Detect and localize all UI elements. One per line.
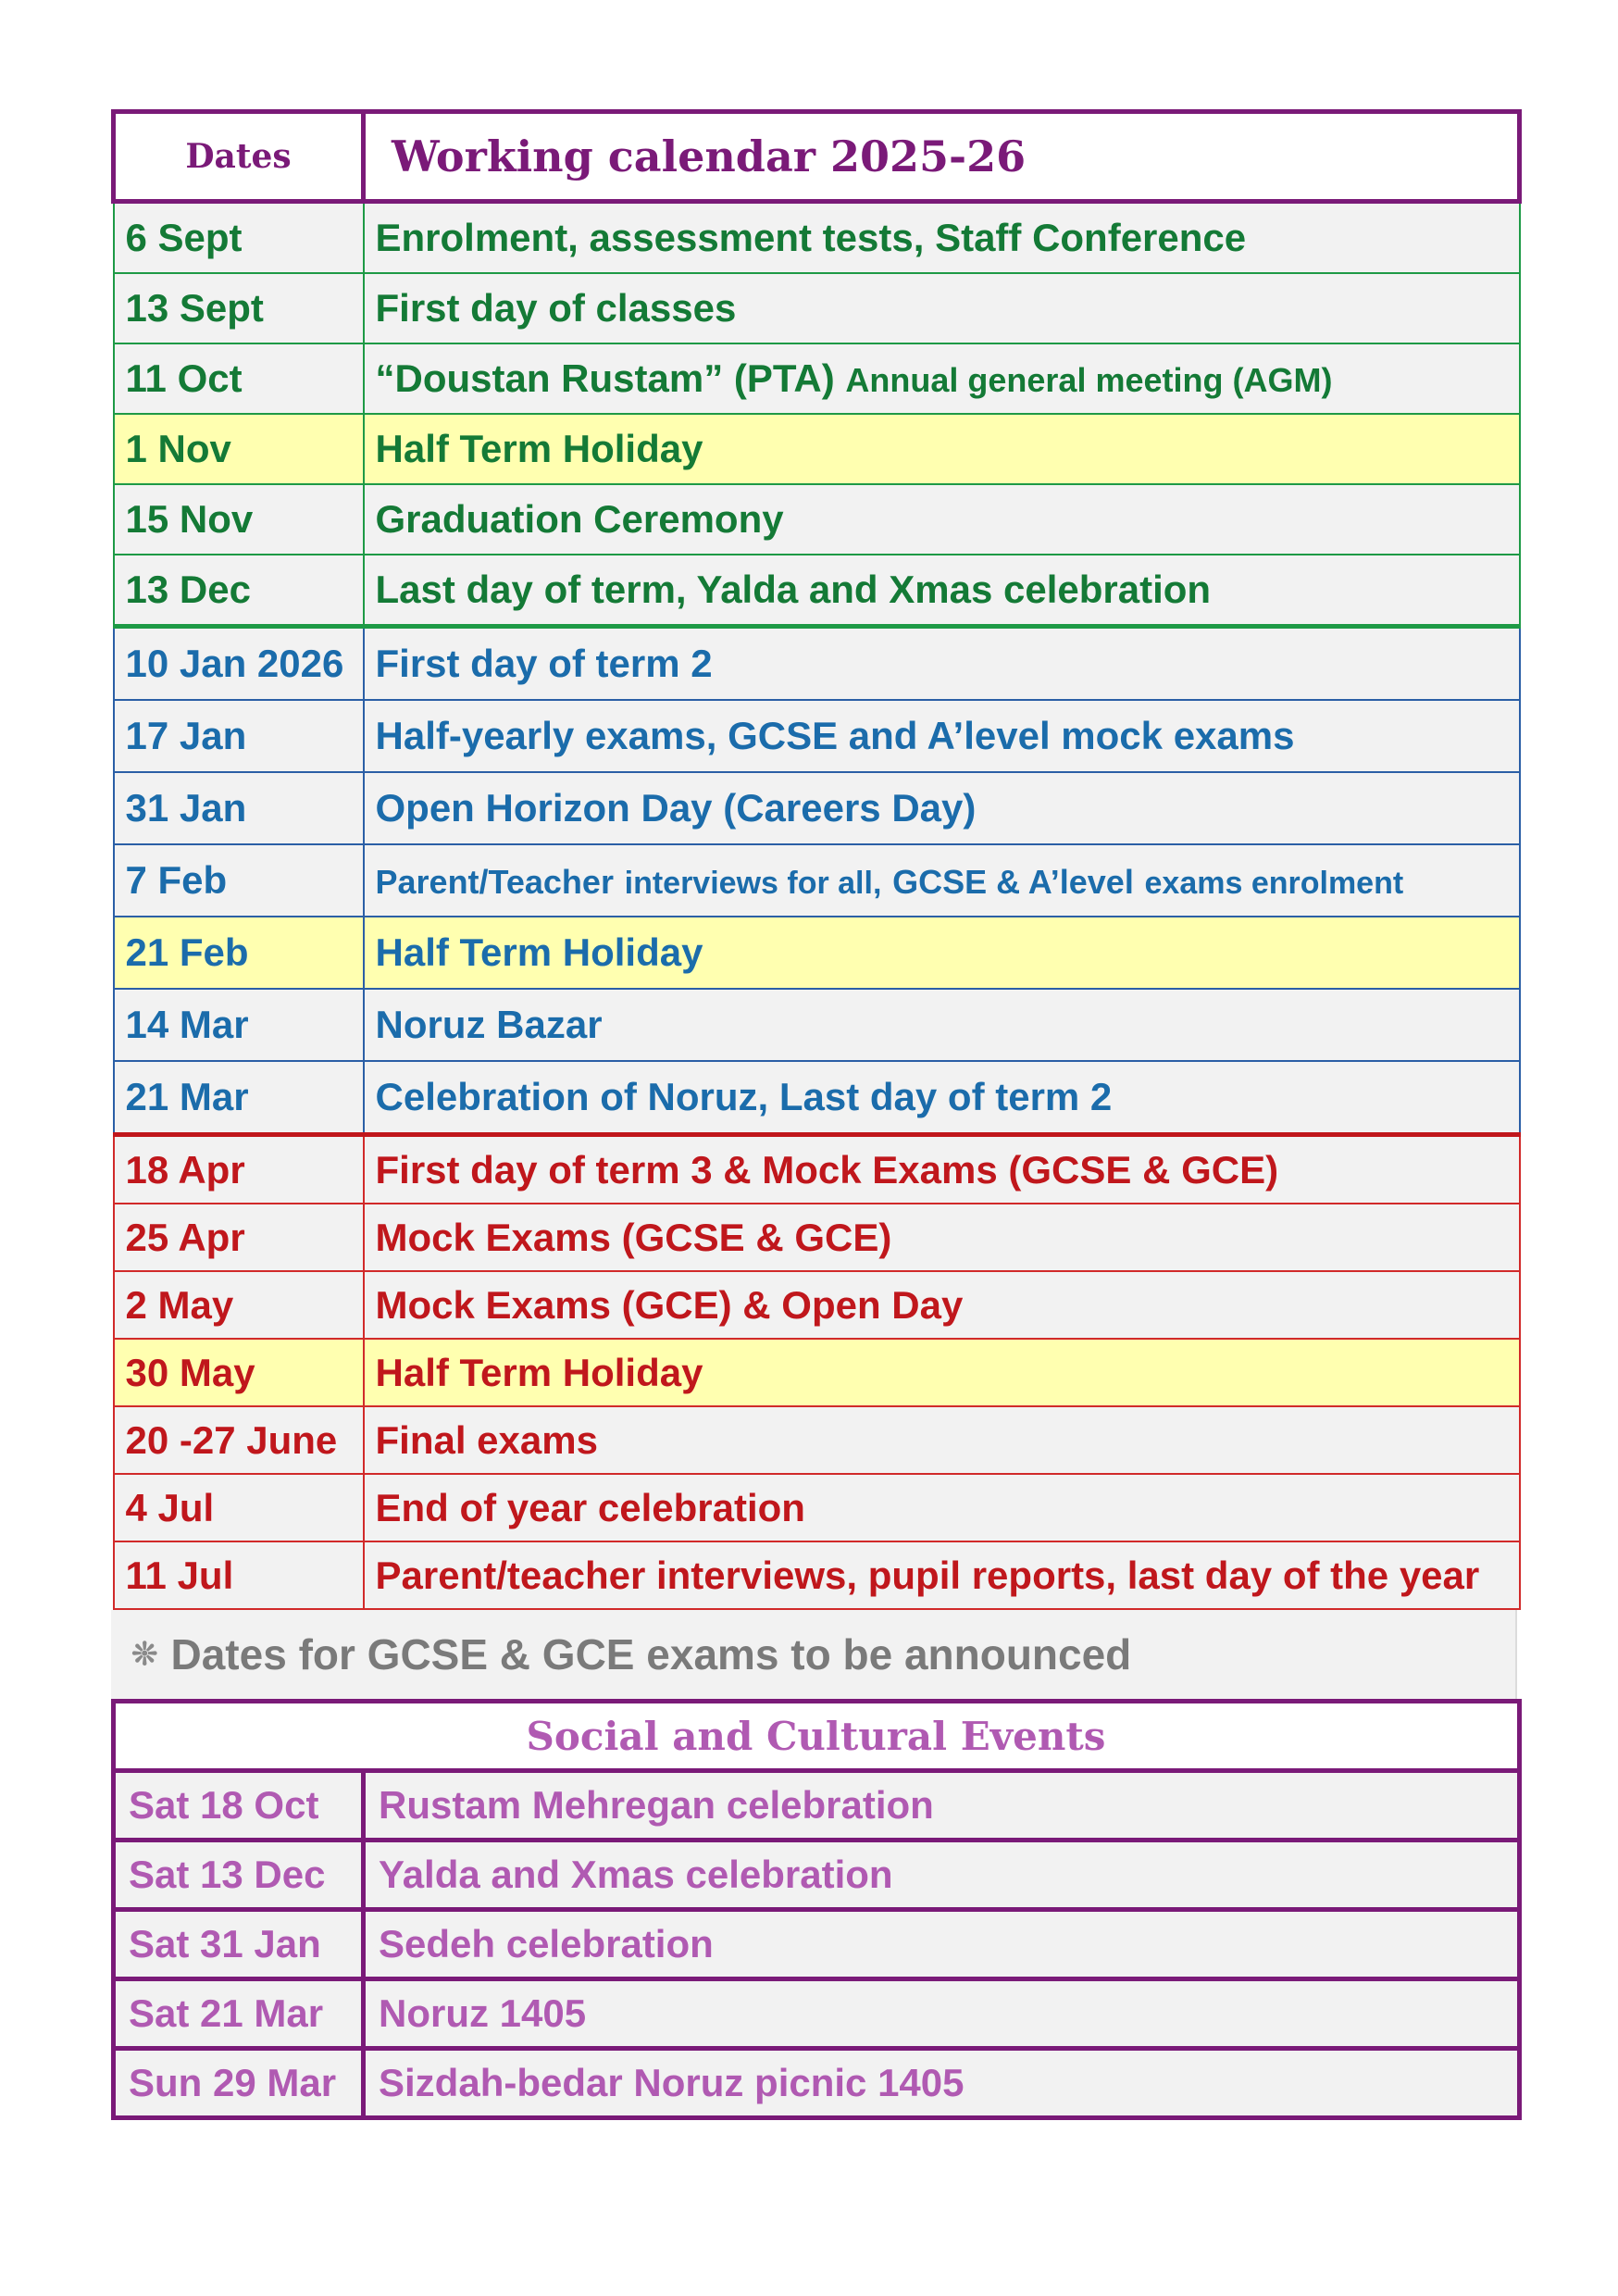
social-events-header-row <box>114 1702 1520 1771</box>
row-date: 13 Dec <box>114 555 364 627</box>
holiday-row <box>114 414 1520 484</box>
row-event: Final exams <box>364 1406 1520 1474</box>
row-date: 4 Jul <box>114 1474 364 1541</box>
holiday-row <box>114 1339 1520 1406</box>
row-date: Sat 31 Jan <box>114 1910 364 1979</box>
table-row <box>114 1841 1520 1910</box>
table-row <box>114 1910 1520 1979</box>
row-date: Sat 18 Oct <box>114 1771 364 1841</box>
table-row <box>114 1979 1520 2049</box>
row-date: 25 Apr <box>114 1204 364 1271</box>
table-row <box>114 627 1520 701</box>
row-event <box>364 844 1520 917</box>
row-event: Sedeh celebration <box>364 1910 1520 1979</box>
event-part: exams enrolment <box>1144 866 1404 901</box>
dates-column-header: Dates <box>114 112 364 202</box>
row-event: Half Term Holiday <box>364 414 1520 484</box>
table-row <box>114 1474 1520 1541</box>
table-row <box>114 555 1520 627</box>
row-date: 31 Jan <box>114 772 364 844</box>
row-event: Half-yearly exams, GCSE and A’level mock exams <box>364 700 1520 772</box>
row-event: Graduation Ceremony <box>364 484 1520 555</box>
table-row <box>114 1406 1520 1474</box>
row-event: Rustam Mehregan celebration <box>364 1771 1520 1841</box>
table-row <box>114 484 1520 555</box>
snowflake-icon: ❊ <box>131 1637 158 1672</box>
table-row <box>114 343 1520 414</box>
row-event: Yalda and Xmas celebration <box>364 1841 1520 1910</box>
calendar-document <box>111 109 1517 2120</box>
row-date: 13 Sept <box>114 273 364 343</box>
row-date: 10 Jan 2026 <box>114 627 364 701</box>
row-date: Sat 13 Dec <box>114 1841 364 1910</box>
event-part: Parent/Teacher <box>375 863 614 901</box>
exam-dates-note <box>111 1610 1517 1699</box>
row-event: First day of term 3 & Mock Exams (GCSE & GCE) <box>364 1135 1520 1204</box>
calendar-title: Working calendar 2025-26 <box>364 112 1520 202</box>
table-row <box>114 1204 1520 1271</box>
event-part: GCSE & A’level <box>892 863 1134 901</box>
row-event: Half Term Holiday <box>364 1339 1520 1406</box>
row-event: End of year celebration <box>364 1474 1520 1541</box>
row-event: Mock Exams (GCSE & GCE) <box>364 1204 1520 1271</box>
social-events-table <box>111 1699 1522 2120</box>
table-row <box>114 202 1520 274</box>
row-event: Open Horizon Day (Careers Day) <box>364 772 1520 844</box>
table-row <box>114 700 1520 772</box>
row-date: Sun 29 Mar <box>114 2049 364 2118</box>
row-date: 6 Sept <box>114 202 364 274</box>
holiday-row <box>114 917 1520 989</box>
row-event: Noruz 1405 <box>364 1979 1520 2049</box>
calendar-header-row <box>114 112 1520 202</box>
table-row <box>114 2049 1520 2118</box>
row-date: 20 -27 June <box>114 1406 364 1474</box>
row-event: Last day of term, Yalda and Xmas celebration <box>364 555 1520 627</box>
row-event: Half Term Holiday <box>364 917 1520 989</box>
row-event: Noruz Bazar <box>364 989 1520 1061</box>
table-row <box>114 772 1520 844</box>
row-date: 11 Oct <box>114 343 364 414</box>
table-row <box>114 1135 1520 1204</box>
row-date: Sat 21 Mar <box>114 1979 364 2049</box>
social-events-title: Social and Cultural Events <box>114 1702 1520 1771</box>
row-date: 30 May <box>114 1339 364 1406</box>
row-event <box>364 343 1520 414</box>
table-row <box>114 273 1520 343</box>
row-date: 2 May <box>114 1271 364 1339</box>
row-date: 21 Feb <box>114 917 364 989</box>
note-text: Dates for GCSE & GCE exams to be announced <box>170 1630 1132 1678</box>
row-date: 7 Feb <box>114 844 364 917</box>
row-event: Parent/teacher interviews, pupil reports, last day of the year <box>364 1541 1520 1609</box>
working-calendar-table <box>111 109 1522 1610</box>
row-date: 15 Nov <box>114 484 364 555</box>
row-date: 14 Mar <box>114 989 364 1061</box>
table-row <box>114 1271 1520 1339</box>
row-date: 1 Nov <box>114 414 364 484</box>
table-row <box>114 844 1520 917</box>
event-part: “Doustan Rustam” (PTA) <box>375 356 835 400</box>
row-event: First day of term 2 <box>364 627 1520 701</box>
row-date: 21 Mar <box>114 1061 364 1135</box>
table-row <box>114 989 1520 1061</box>
table-row <box>114 1541 1520 1609</box>
row-date: 17 Jan <box>114 700 364 772</box>
row-event: Enrolment, assessment tests, Staff Conference <box>364 202 1520 274</box>
row-event: Mock Exams (GCE) & Open Day <box>364 1271 1520 1339</box>
event-part: interviews for all, <box>624 866 882 901</box>
row-event: First day of classes <box>364 273 1520 343</box>
row-date: 18 Apr <box>114 1135 364 1204</box>
row-event: Sizdah-bedar Noruz picnic 1405 <box>364 2049 1520 2118</box>
event-part: Annual general meeting (AGM) <box>845 361 1333 399</box>
row-event: Celebration of Noruz, Last day of term 2 <box>364 1061 1520 1135</box>
row-date: 11 Jul <box>114 1541 364 1609</box>
table-row <box>114 1061 1520 1135</box>
table-row <box>114 1771 1520 1841</box>
